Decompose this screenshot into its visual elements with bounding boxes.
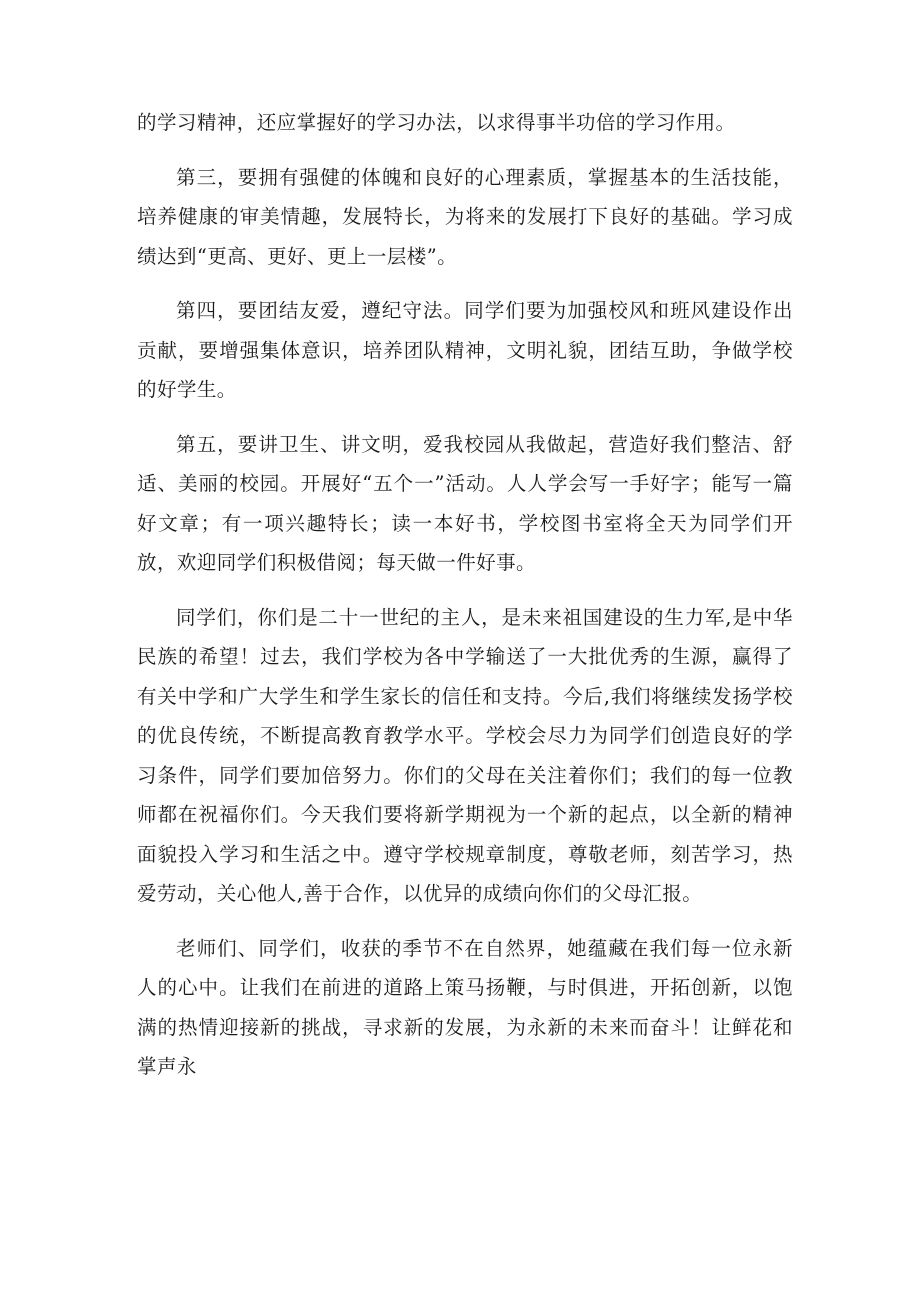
paragraph-closing: 老师们、同学们，收获的季节不在自然界，她蕴藏在我们每一位永新人的心中。让我们在前进的道路上策马扬鞭，与时俱进，开拓创新，以饱满的热情迎接新的挑战，寻求新的发展，为永新的未来而奋斗！让鲜花和掌声永	[137, 936, 793, 1078]
paragraph-third-point: 第三，要拥有强健的体魄和良好的心理素质，掌握基本的生活技能，培养健康的审美情趣，发展特长，为将来的发展打下良好的基础。学习成绩达到“更高、更好、更上一层楼”。	[137, 165, 793, 268]
paragraph-fourth-point: 第四，要团结友爱，遵纪守法。同学们要为加强校风和班风建设作出贡献，要增强集体意识，培养团队精神，文明礼貌，团结互助，争做学校的好学生。	[137, 299, 793, 401]
paragraph-continuation: 的学习精神，还应掌握好的学习办法，以求得事半功倍的学习作用。	[137, 111, 736, 134]
paragraph-students-address: 同学们，你们是二十一世纪的主人，是未来祖国建设的生力军,是中华民族的希望！过去，我们学校为各中学输送了一大批优秀的生源，赢得了有关中学和广大学生和学生家长的信任和支持。今后,我们将继续发扬学校的优良传统，不断提高教育教学水平。学校会尽力为同学们创造良好的学习条件，同学们要加倍努力。你们的父母在关注着你们；我们的每一位教师都在祝福你们。今天我们要将新学期视为一个新的起点，以全新的精神面貌投入学习和生活之中。遵守学校规章制度，尊敬老师，刻苦学习，热爱劳动，关心他人,善于合作，以优异的成绩向你们的父母汇报。	[137, 605, 793, 905]
paragraph-fifth-point: 第五，要讲卫生、讲文明，爱我校园从我做起，营造好我们整洁、舒适、美丽的校园。开展好“五个一”活动。人人学会写一手好字；能写一篇好文章；有一项兴趣特长；读一本好书，学校图书室将全天为同学们开放，欢迎同学们积极借阅；每天做一件好事。	[137, 432, 793, 574]
document-body	[137, 103, 793, 1087]
